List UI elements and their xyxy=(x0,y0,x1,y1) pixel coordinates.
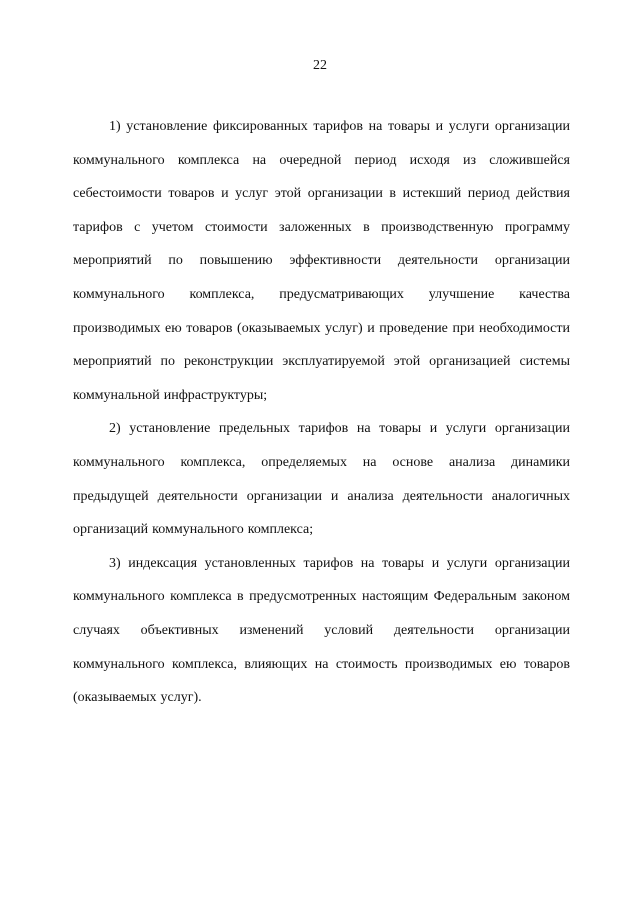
paragraph-3: 3) индексация установленных тарифов на товары и услуги организации коммунального комплекса в предусмотренных настоящим Федеральным законом случаях объективных изменений условий деятельности организации коммунального комплекса, влияющих на стоимость производимых ею товаров (оказываемых услуг). xyxy=(73,555,570,706)
paragraph-1: 1) установление фиксированных тарифов на товары и услуги организации коммунального комплекса на очередной период исходя из сложившейся себестоимости товаров и услуг этой организации в истекший период действия тарифов с учетом стоимости заложенных в производственную программу мероприятий по повышению эффективности деятельности организации коммунального комплекса, предусматривающих улучшение качества производимых ею товаров (оказываемых услуг) и проведение при необходимости мероприятий по реконструкции эксплуатируемой этой организацией системы коммунальной инфраструктуры; xyxy=(73,119,570,403)
page-number: 22 xyxy=(313,58,327,73)
paragraph-2: 2) установление предельных тарифов на товары и услуги организации коммунального комплекса, определяемых на основе анализа динамики предыдущей деятельности организации и анализа деятельности аналогичных организаций коммунального комплекса; xyxy=(73,421,570,538)
document-body xyxy=(73,110,570,715)
